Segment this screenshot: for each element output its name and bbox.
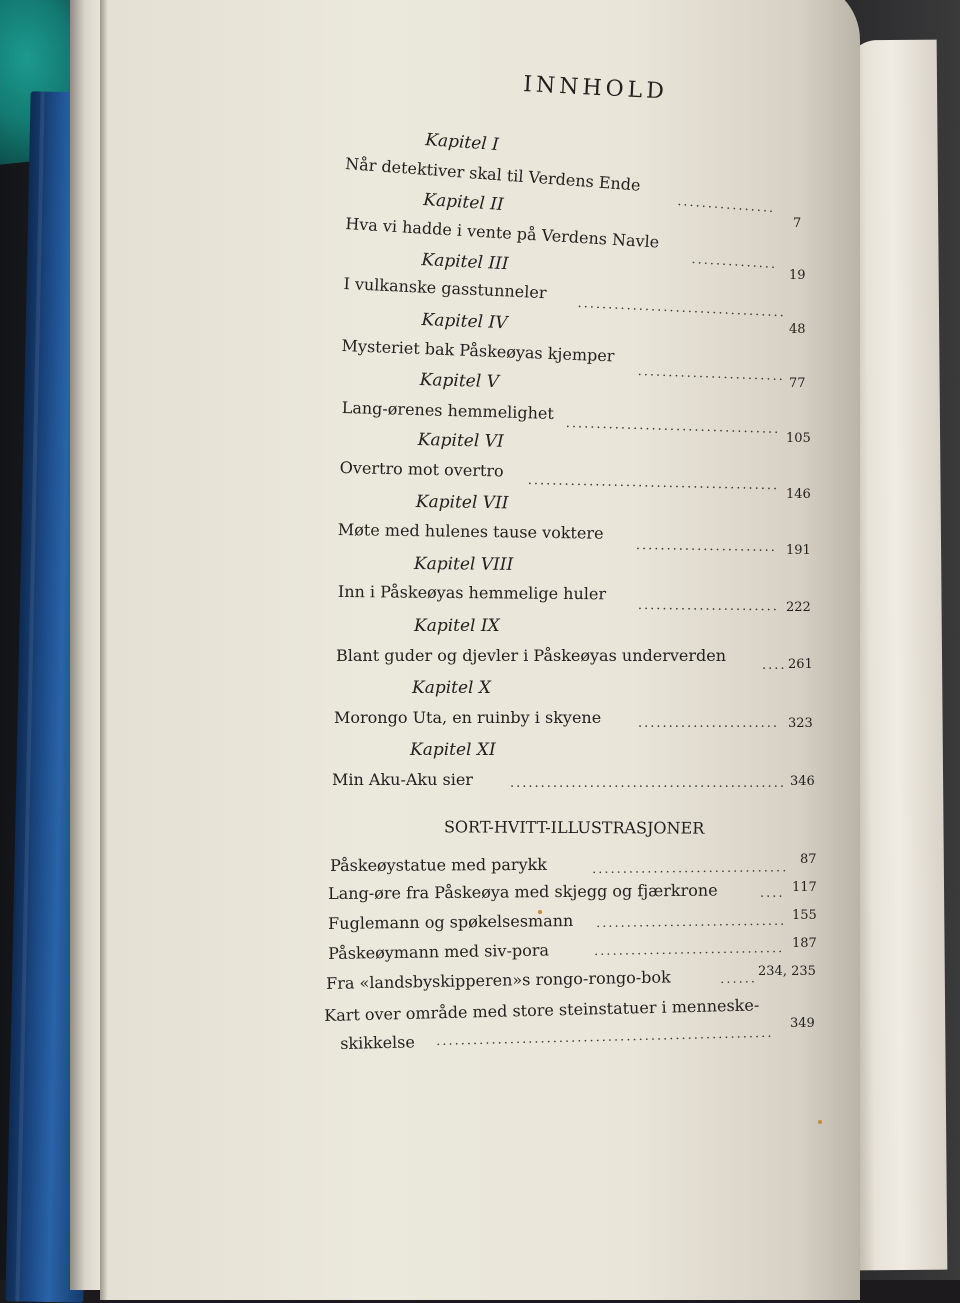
- chapter-page: 191: [786, 543, 811, 558]
- chapter-label: Kapitel IX: [414, 616, 500, 636]
- page-title: INNHOLD: [522, 72, 669, 105]
- chapter-page: 7: [793, 216, 802, 231]
- leader-dots: .......................: [637, 598, 780, 615]
- leader-dots: ........................: [637, 364, 786, 385]
- chapter-label: Kapitel IV: [421, 310, 508, 334]
- chapter-page: 77: [789, 376, 806, 391]
- illustration-page: 155: [792, 908, 817, 923]
- illustrations-heading: SORT-HVITT-ILLUSTRASJONER: [443, 817, 705, 838]
- chapter-page: 48: [789, 322, 806, 337]
- chapter-label: Kapitel VII: [415, 492, 509, 514]
- illustration-title: Påskeøystatue med parykk: [330, 854, 548, 875]
- paper-speck: [818, 1120, 822, 1124]
- chapter-label: Kapitel X: [412, 678, 491, 698]
- chapter-page: 323: [788, 716, 813, 731]
- leader-dots: .............................................: [510, 776, 786, 791]
- leader-dots: ....: [760, 886, 785, 901]
- chapter-title: Morongo Uta, en ruinby i skyene: [334, 708, 602, 727]
- leader-dots: ................................: [592, 860, 789, 877]
- chapter-title: Hva vi hadde i vente på Verdens Navle: [344, 214, 660, 252]
- chapter-label: Kapitel I: [424, 130, 500, 156]
- facing-page-stack: [847, 40, 948, 1271]
- chapter-title: Når detektiver skal til Verdens Ende: [344, 154, 642, 195]
- leader-dots: .......................................................: [436, 1025, 774, 1049]
- leader-dots: ..................................: [577, 296, 787, 321]
- chapter-title: Min Aku-Aku sier: [332, 770, 473, 789]
- leader-dots: ......: [720, 971, 758, 987]
- chapter-label: Kapitel VI: [417, 430, 504, 452]
- chapter-page: 19: [789, 268, 806, 283]
- illustration-page: 187: [792, 936, 817, 951]
- chapter-page: 346: [790, 774, 815, 789]
- leader-dots: .......................: [638, 716, 780, 731]
- chapter-title: I vulkanske gasstunneler: [343, 274, 547, 303]
- chapter-label: Kapitel XI: [410, 740, 496, 760]
- chapter-page: 146: [786, 487, 811, 502]
- chapter-title: Blant guder og djevler i Påskeøyas underverden: [336, 646, 727, 665]
- chapter-title: Lang-ørenes hemmelighet: [341, 398, 555, 423]
- illustration-title: Fra «landsbyskipperen»s rongo-rongo-bok: [326, 967, 671, 993]
- chapter-title: Møte med hulenes tause voktere: [337, 520, 604, 543]
- chapter-page: 105: [786, 431, 811, 446]
- leader-dots: ...................................: [565, 416, 781, 437]
- chapter-title: Overtro mot overtro: [339, 458, 504, 481]
- chapter-page: 222: [786, 600, 811, 615]
- chapter-page: 261: [788, 657, 813, 672]
- chapter-title: Mysteriet bak Påskeøyas kjemper: [341, 336, 615, 366]
- illustration-title: Lang-øre fra Påskeøya med skjegg og fjærkrone: [328, 880, 718, 903]
- illustration-page: 87: [800, 852, 817, 867]
- leader-dots: ..............: [691, 252, 778, 273]
- illustration-title: Kart over område med store steinstatuer i menneske-: [324, 995, 760, 1025]
- leader-dots: ....: [762, 658, 787, 673]
- leader-dots: .........................................: [527, 473, 780, 494]
- illustration-page: 234, 235: [758, 964, 816, 979]
- chapter-title: Inn i Påskeøyas hemmelige huler: [337, 582, 607, 604]
- chapter-label: Kapitel VIII: [413, 554, 514, 575]
- illustration-title: Fuglemann og spøkelsesmann: [328, 911, 574, 933]
- leader-dots: ...............................: [594, 941, 785, 959]
- chapter-label: Kapitel III: [421, 250, 509, 275]
- leader-dots: ................: [676, 194, 776, 217]
- illustration-page: 349: [790, 1016, 815, 1031]
- illustration-title-continued: skikkelse: [340, 1032, 416, 1053]
- chapter-label: Kapitel V: [419, 370, 500, 393]
- leader-dots: ...............................: [596, 913, 787, 931]
- chapter-label: Kapitel II: [422, 190, 505, 216]
- illustration-title: Påskeøymann med siv-pora: [328, 940, 550, 963]
- illustration-page: 117: [792, 880, 817, 895]
- leader-dots: .......................: [635, 538, 778, 555]
